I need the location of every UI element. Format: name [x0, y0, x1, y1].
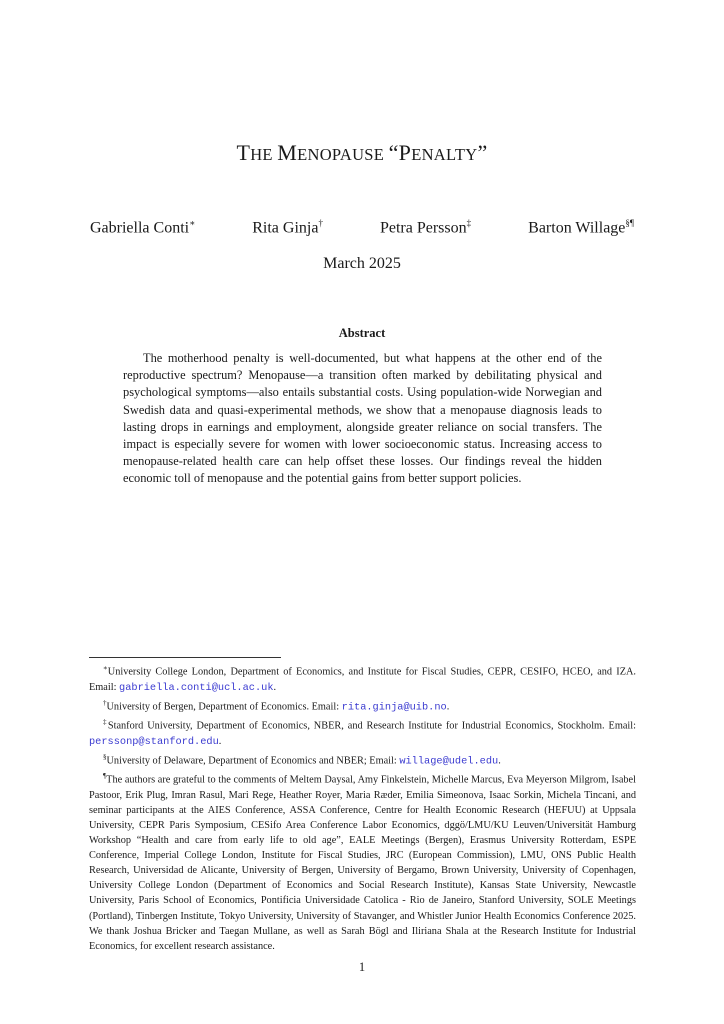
email-link[interactable]: willage@udel.edu: [399, 755, 499, 768]
page-number: 1: [358, 960, 366, 974]
author: Barton Willage§¶: [528, 218, 634, 237]
footnotes: [89, 661, 636, 954]
author-list: [90, 218, 634, 237]
email-link[interactable]: perssonp@stanford.edu: [89, 735, 219, 748]
footnote-rule: [89, 657, 281, 658]
footnote: †University of Bergen, Department of Economics. Email: rita.ginja@uib.no.: [103, 698, 450, 714]
footnote: §University of Delaware, Department of Economics and NBER; Email: willage@udel.edu.: [103, 752, 501, 768]
abstract-text: The motherhood penalty is well-documented, but what happens at the other end of the reproductive spectrum? Menopause—a transition often marked by debilitating physical and psychological symptoms—also entails substantial costs. Using population-wide Norwegian and Swedish data and quasi-experimental methods, we show that a menopause diagnosis leads to lasting drops in earnings and employment, alongside greater reliance on social transfers. The impact is especially severe for women with lower socioeconomic status. Increasing access to menopause-related health care can help offset these losses. Our findings reveal the hidden economic toll of menopause and the potential gains from better support policies.: [123, 351, 602, 486]
publication-date: March 2025: [323, 255, 401, 272]
author: Rita Ginja†: [252, 218, 323, 237]
email-link[interactable]: gabriella.conti@ucl.ac.uk: [119, 681, 274, 694]
footnote: ‡Stanford University, Department of Economics, NBER, and Research Institute for Industrial Economics, Stockholm. Email: perssonp@stanford.edu.: [89, 718, 637, 748]
footnote: ∗University College London, Department of Economics, and Institute for Fiscal Studies, CEPR, CESIFO, HCEO, and IZA. Email: gabriella.conti@ucl.ac.uk.: [89, 664, 636, 694]
email-link[interactable]: rita.ginja@uib.no: [341, 701, 447, 714]
paper-title: THE MENOPAUSE “PENALTY”: [236, 140, 488, 165]
author: Gabriella Conti∗: [90, 218, 196, 237]
footnote: ¶The authors are grateful to the comments of Meltem Daysal, Amy Finkelstein, Michelle Marcus, Eva Meyerson Milgrom, Isabel Pastoor, Erik Plug, Imran Rasul, Mari Rege, Heather Royer, Maria Ræder, Emilia Simeonova, Isaac Sorkin, Michela Tincani, and seminar participants at the AIES Conference, ASSA Conference, Centre for Health Economic Research (HEFUU) at Uppsala University, CEPR Paris Symposium, CESifo Area Conference Labor Economics, dggö/LMU/KU Leuven/Universität Hamburg Workshop “Health and care from early life to old age”, EALE Meetings (Bergen), Erasmus University Rotterdam, ESPE Conference, Imperial College London, Institute for Fiscal Studies, JRC (European Commission), LMU, ONS Public Health Research, Universidad de Alicante, University of Bergen, University of Bergamo, Brown University, University of Copenhagen, University College London (Department of Economics and Social Research Institute), Kansas State University, Newcastle University, Paris School of Economics, Pontificia Universidade Catolica - Rio de Janeiro, Stanford University, SOLE Meetings (Portland), Tinbergen Institute, Tokyo University, University of Stavanger, and Whistler Junior Health Economics Conference 2025. We thank Joshua Bricker and Taegan Mullane, as well as Sarah Bögl and Iliriana Shala at the Research Institute for Industrial Economics, for excellent research assistance.: [89, 772, 636, 952]
author: Petra Persson‡: [379, 218, 472, 237]
abstract-heading: Abstract: [338, 326, 386, 340]
